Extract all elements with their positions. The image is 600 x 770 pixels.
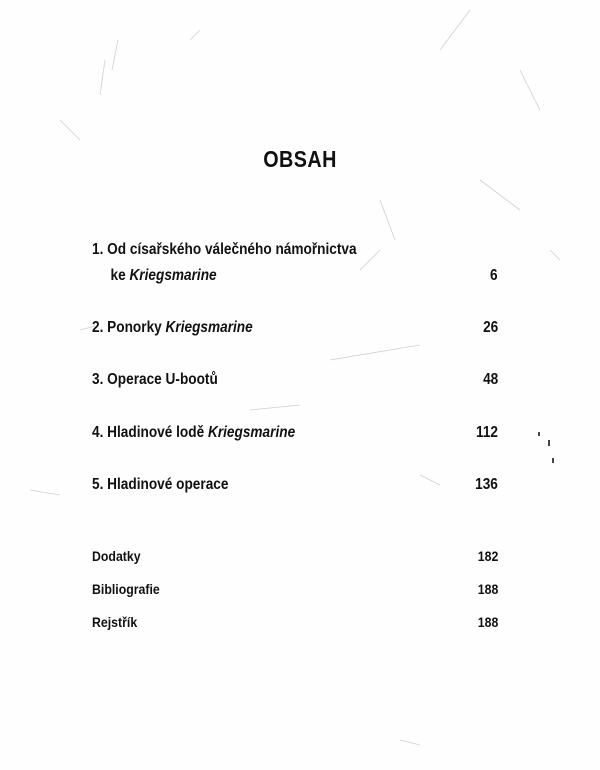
- toc-appendix-2-title: Bibliografie: [92, 581, 160, 597]
- toc-entry-5-page: 136: [475, 476, 498, 493]
- toc-appendix-1-title: Dodatky: [92, 548, 141, 564]
- toc-entry-5-title: 5. Hladinové operace: [92, 476, 229, 493]
- toc-entry-3-title: 3. Operace U-bootů: [92, 371, 218, 388]
- toc-entry-4-title: 4. Hladinové lodě Kriegsmarine: [92, 424, 296, 441]
- toc-entry-1: [92, 241, 498, 259]
- page-title: OBSAH: [263, 146, 337, 172]
- toc-appendix-2: [92, 581, 498, 597]
- toc-entry-2-title: 2. Ponorky Kriegsmarine: [92, 319, 253, 336]
- toc-entry-1-cont: [92, 267, 498, 285]
- toc-appendix-2-page: 188: [477, 581, 498, 597]
- toc-entry-1-title-line2: ke Kriegsmarine: [110, 267, 217, 284]
- toc-appendix-3-page: 188: [477, 614, 498, 630]
- toc-entry-1-page: 6: [490, 267, 498, 284]
- toc-entry-2-page: 26: [482, 319, 498, 336]
- toc-entry-3: [92, 371, 498, 389]
- toc-entry-2: [92, 319, 498, 337]
- toc-entry-1-title-line1: 1. Od císařského válečného námořnictva: [92, 241, 357, 258]
- toc-entry-4: [92, 424, 498, 442]
- toc-entry-3-page: 48: [482, 371, 498, 388]
- toc-appendix-1-page: 182: [477, 548, 498, 564]
- toc-appendix-3: [92, 614, 498, 630]
- toc-entry-4-page: 112: [475, 424, 498, 441]
- toc-appendix-1: [92, 548, 498, 564]
- toc-entry-5: [92, 476, 498, 494]
- toc-appendix-3-title: Rejstřík: [92, 614, 138, 630]
